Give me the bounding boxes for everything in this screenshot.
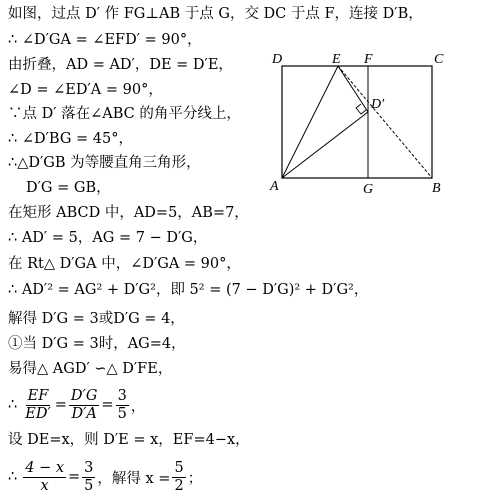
right-angle-mark [356, 104, 366, 114]
text-line-5: ∵点 D′ 落在∠ABC 的角平分线上， [8, 106, 241, 122]
label-e: E [332, 52, 341, 67]
fraction-numerator: 3 [117, 387, 127, 404]
fraction-ef-over-ed [23, 388, 53, 423]
fraction-4-minus-x-over-x [23, 460, 66, 495]
text-line-11: 在 Rt△ D′GA 中，∠D′GA = 90°， [8, 256, 241, 272]
fraction-numerator: 4 − x [25, 459, 65, 476]
text-line-4: ∠D = ∠ED′A = 90°， [8, 82, 163, 98]
segment-ae [282, 66, 338, 178]
label-b: B [432, 181, 441, 196]
label-c: C [434, 52, 444, 67]
text-line-3: 由折叠，AD = AD′，DE = D′E， [8, 57, 233, 73]
fraction-numerator: D′G [70, 387, 98, 404]
text-line-6: ∴ ∠D′BG = 45°， [8, 131, 133, 147]
fraction-denominator: 5 [84, 477, 94, 494]
text-line-1: 如图，过点 D′ 作 FG⊥AB 于点 G，交 DC 于点 F，连接 D′B， [8, 6, 423, 22]
segment-ed-prime [338, 66, 368, 112]
equals-sign: = [101, 397, 114, 413]
segment-ad-prime [282, 112, 368, 178]
text-line-7: ∴△D′GB 为等腰直角三角形， [8, 155, 201, 171]
text-line-16: 设 DE=x，则 D′E = x，EF=4−x， [8, 432, 250, 448]
text-line-12: ∴ AD′² = AG² + D′G²，即 5² = (7 − D′G)² + D′G²， [8, 282, 369, 298]
fraction-denominator: D′A [71, 405, 97, 422]
therefore-symbol: ∴ [8, 469, 18, 485]
fraction-denominator: x [40, 477, 49, 494]
segment-eb-dashed [338, 66, 432, 178]
label-d-prime: D′ [371, 97, 385, 112]
therefore-symbol: ∴ [8, 397, 18, 413]
fraction-numerator: EF [27, 387, 49, 404]
label-f: F [364, 52, 373, 67]
semicolon: ； [187, 470, 203, 487]
label-d: D [272, 52, 283, 67]
fraction-numerator: 5 [174, 459, 184, 476]
label-g: G [363, 182, 374, 197]
equals-sign: = [54, 397, 67, 413]
label-a: A [270, 179, 279, 194]
geometry-figure [262, 48, 462, 198]
ratio-equation-2 [8, 455, 202, 499]
fraction-5-over-2 [172, 460, 185, 495]
equals-sign: = [68, 469, 81, 485]
text-line-9: 在矩形 ABCD 中，AD=5，AB=7， [8, 205, 249, 221]
ratio-equation-1 [8, 383, 145, 427]
text-line-8: D′G = GB， [26, 180, 111, 196]
text-line-15: 易得△ AGD′ ∽△ D′FE， [8, 361, 173, 377]
fraction-dg-over-da [69, 388, 100, 423]
text-line-13: 解得 D′G = 3或D′G = 4， [8, 311, 185, 327]
fraction-denominator: ED′ [25, 405, 51, 422]
text-line-2: ∴ ∠D′GA = ∠EFD′ = 90°， [8, 32, 202, 48]
text-line-14: ①当 D′G = 3时，AG=4， [8, 336, 186, 352]
fraction-3-over-5 [82, 460, 95, 495]
fraction-denominator: 2 [174, 477, 184, 494]
solve-text: ，解得 x = [97, 470, 171, 487]
fraction-denominator: 5 [117, 405, 127, 422]
fraction-numerator: 3 [84, 459, 94, 476]
comma: ， [130, 398, 146, 415]
text-line-10: ∴ AD′ = 5，AG = 7 − D′G， [8, 230, 208, 246]
fraction-3-over-5 [116, 388, 129, 423]
